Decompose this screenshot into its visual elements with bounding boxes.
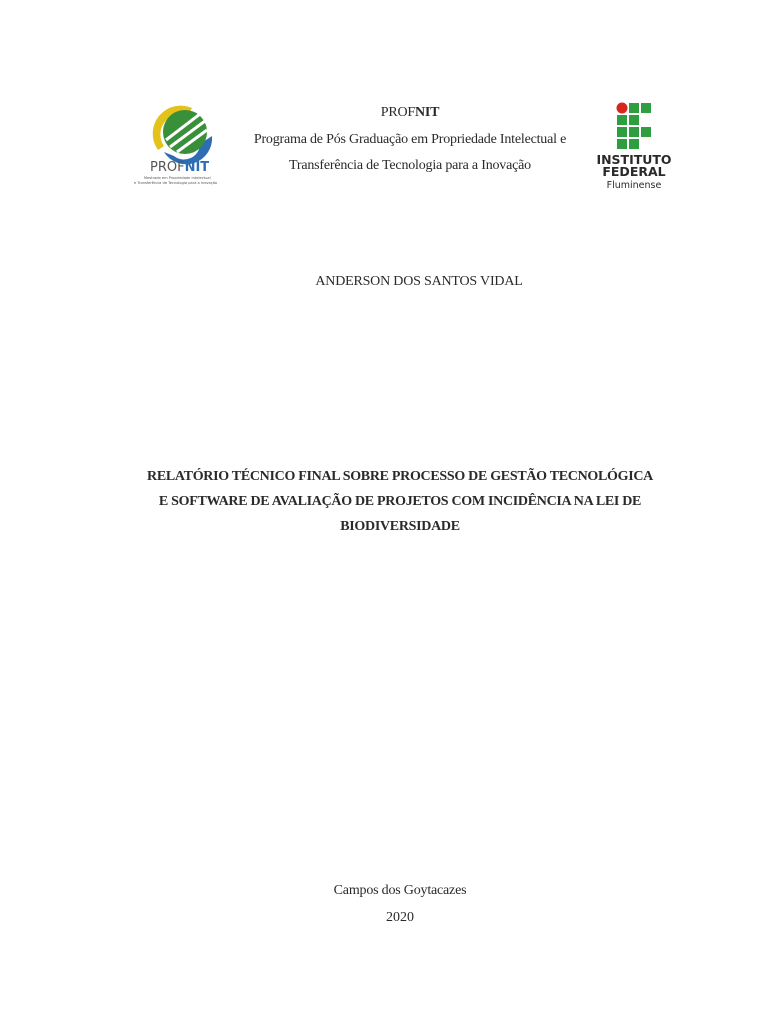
logo-line3: Fluminense	[606, 180, 662, 190]
logo-square	[617, 139, 627, 149]
header-text	[235, 100, 585, 180]
logo-line2: FEDERAL	[602, 164, 666, 179]
program-line2: Transferência de Tecnologia para a Inovação	[289, 158, 531, 173]
logo-square	[629, 115, 639, 125]
org-prefix: PROF	[380, 105, 415, 120]
logo-square	[617, 115, 627, 125]
logo-square	[641, 103, 651, 113]
logo-name: PROFNIT	[150, 160, 210, 175]
title-line2: E SOFTWARE DE AVALIAÇÃO DE PROJETOS COM INCIDÊNCIA NA LEI DE	[158, 494, 642, 509]
logo-square	[617, 127, 627, 137]
logo-red-dot	[617, 103, 628, 114]
year: 2020	[386, 910, 414, 925]
logo-line1: INSTITUTO	[596, 152, 672, 167]
instituto-federal-logo-icon	[594, 100, 674, 190]
logo-square	[641, 127, 651, 137]
logo-caption-line1: Mestrado em Propriedade Intelectual	[144, 176, 211, 180]
place: Campos dos Goytacazes	[333, 883, 467, 898]
program-line1: Programa de Pós Graduação em Propriedade Intelectual e	[253, 131, 567, 147]
org-short-name	[235, 100, 585, 127]
title-line3: BIODIVERSIDADE	[340, 519, 460, 534]
logo-square	[629, 127, 639, 137]
instituto-federal-logo	[594, 100, 674, 190]
author-name: ANDERSON DOS SANTOS VIDAL	[315, 274, 523, 289]
org-suffix: NIT	[414, 105, 440, 120]
logo-caption-line2: e Transferência de Tecnologia para a Inovação	[134, 181, 218, 185]
title-line1: RELATÓRIO TÉCNICO FINAL SOBRE PROCESSO DE GESTÃO TECNOLÓGICA	[147, 469, 653, 484]
profnit-logo	[130, 100, 230, 190]
logo-square	[629, 103, 639, 113]
profnit-logo-icon	[130, 100, 230, 190]
logo-square	[629, 139, 639, 149]
document-title	[120, 464, 680, 539]
